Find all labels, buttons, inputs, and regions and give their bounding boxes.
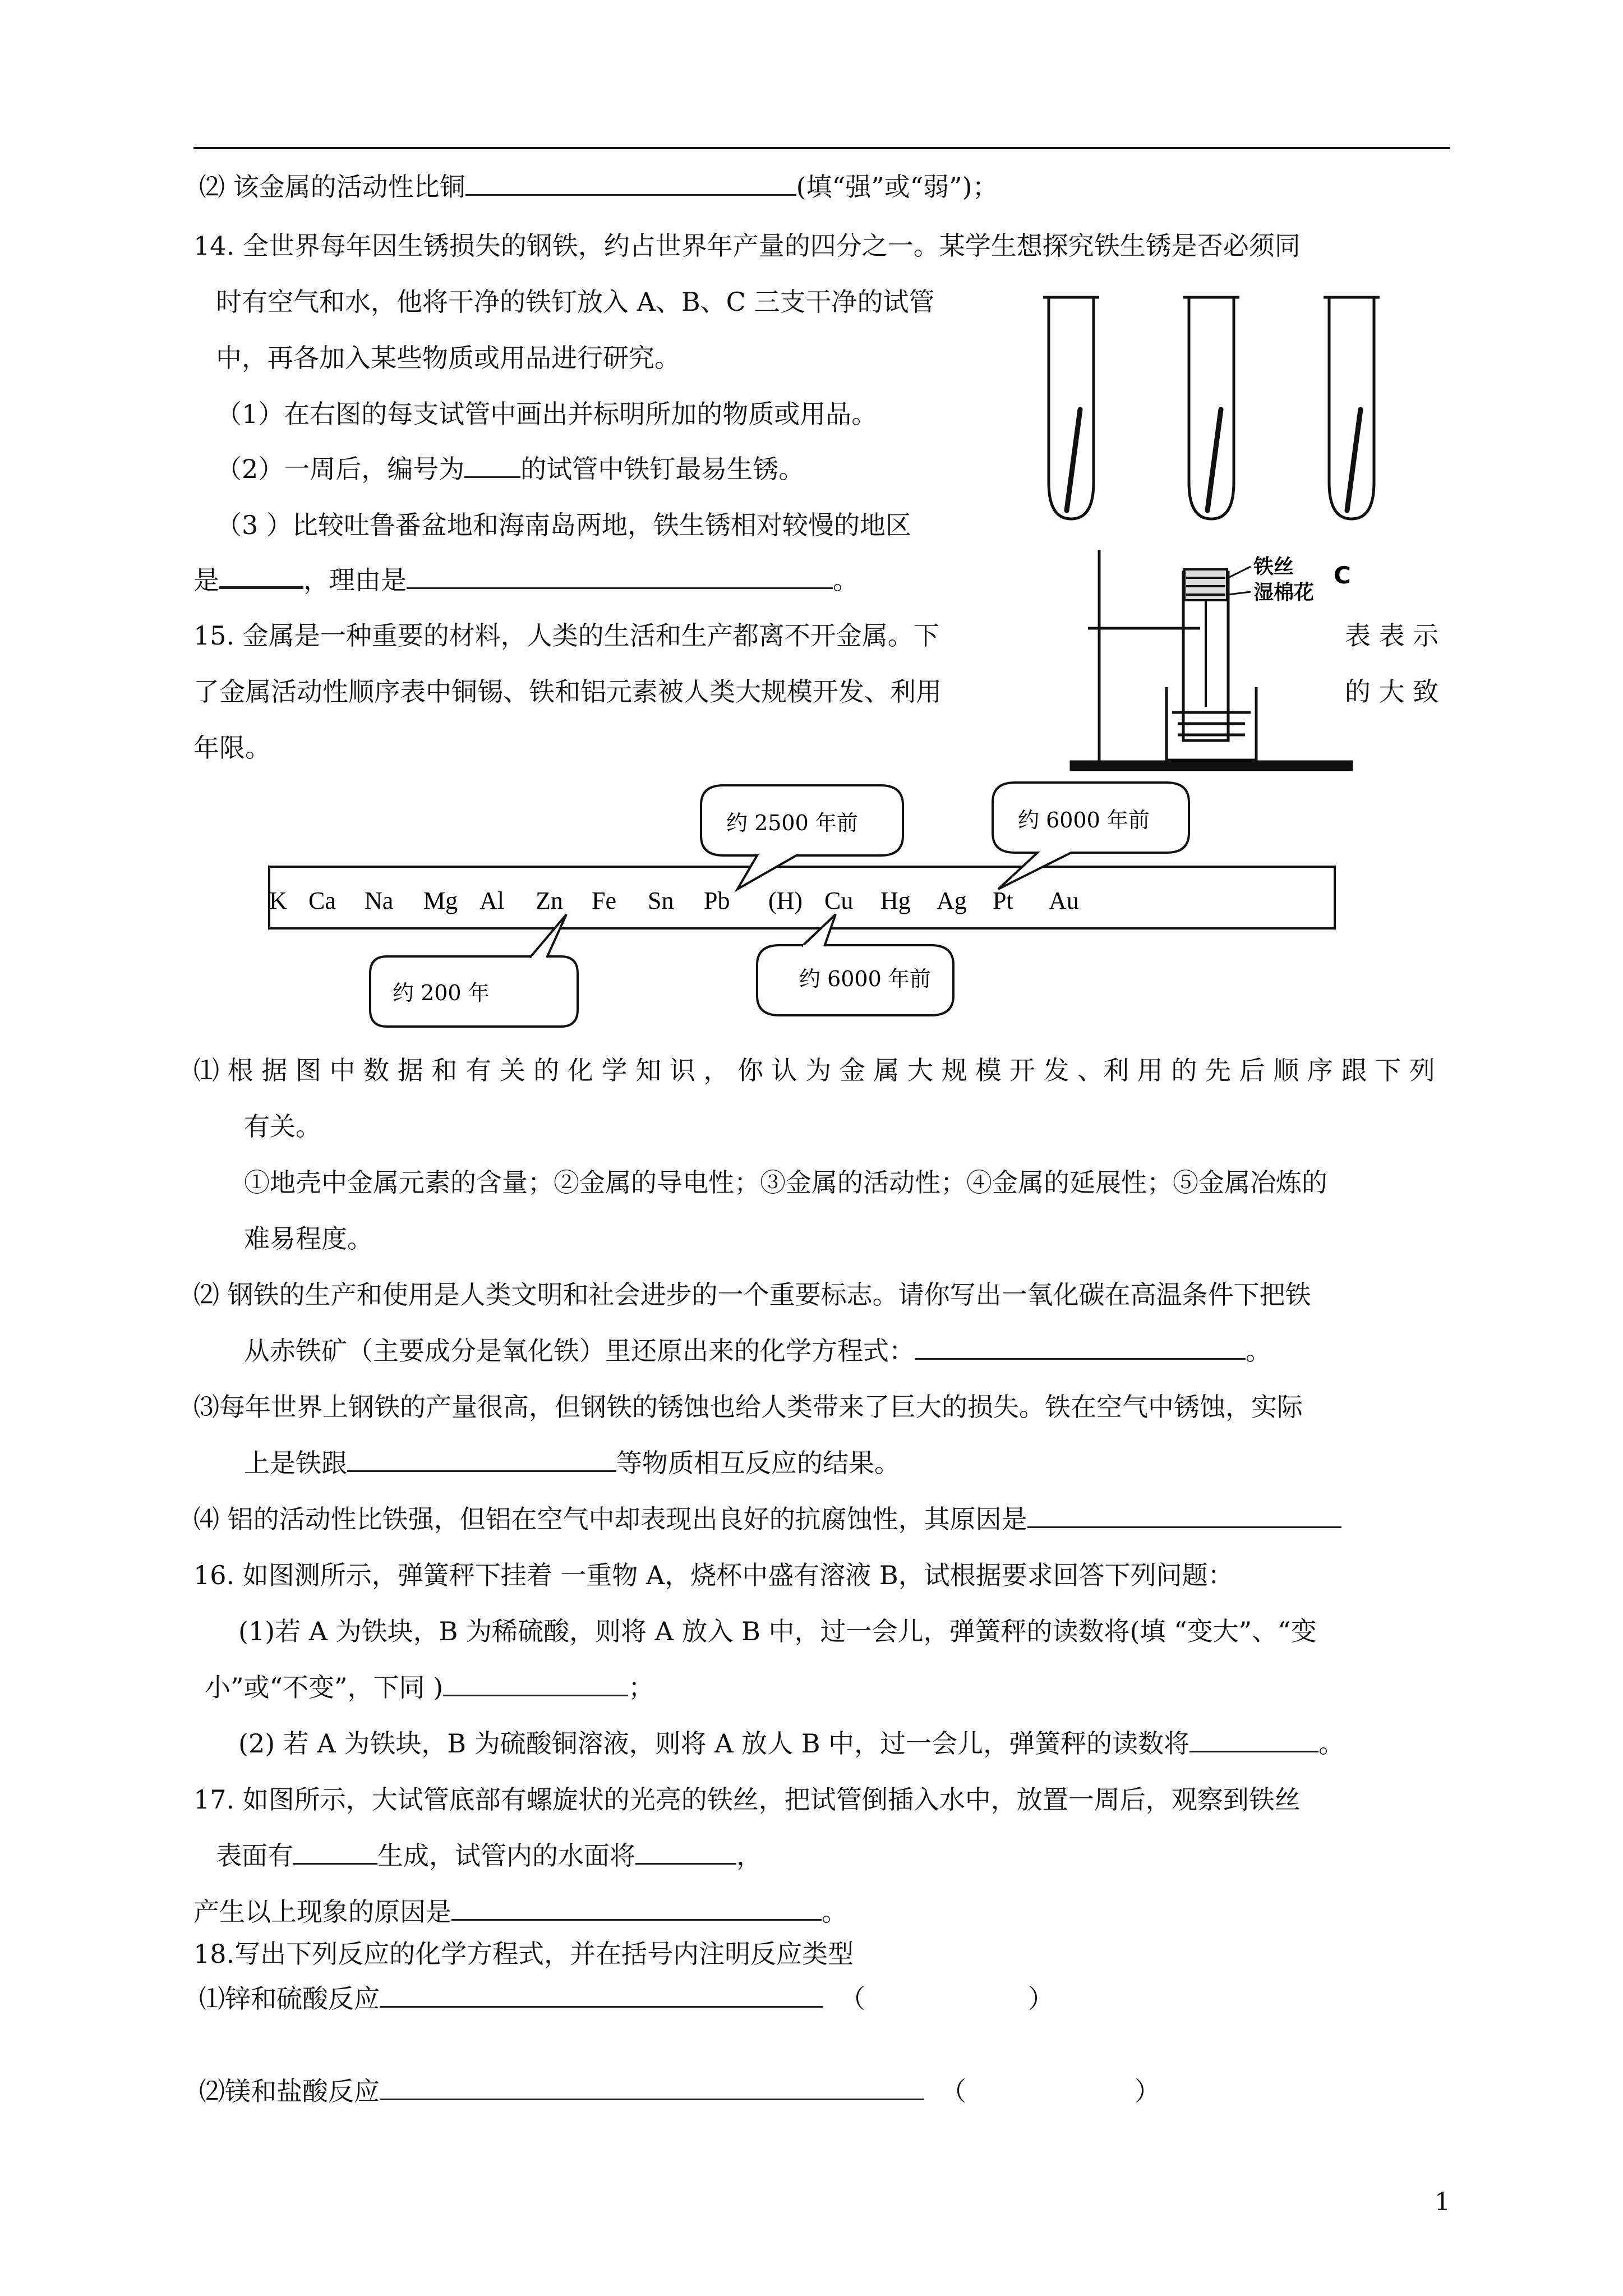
q15-sub2-cont bbox=[244, 1335, 1271, 1366]
q15-intro-line3: 年限。 bbox=[193, 733, 271, 763]
label-c: C bbox=[1334, 562, 1351, 589]
q18-part2-text: ⑵镁和盐酸反应 bbox=[199, 2076, 380, 2106]
metal-symbol: Au bbox=[1049, 887, 1079, 914]
metal-symbol: Fe bbox=[592, 887, 616, 914]
q16-part2 bbox=[238, 1728, 1344, 1759]
metal-symbol: (H) bbox=[768, 887, 803, 914]
q15-sub1: ⑴ 根 据 图 中 数 据 和 有 关 的 化 学 知 识 ， 你 认 为 金 属 大 规 模 开 发 、利 用 的 先 后 顺 序 跟 下 列 bbox=[193, 1055, 1435, 1085]
metal-symbol: Ag bbox=[937, 887, 967, 914]
answer-blank[interactable] bbox=[443, 1672, 628, 1696]
q18-part1 bbox=[199, 1983, 1054, 2014]
metal-symbol: Pt bbox=[993, 887, 1013, 914]
q16-part1: (1)若 A 为铁块，B 为稀硫酸，则将 A 放入 B 中，过一会儿，弹簧秤的读数将(填 “变大”、“变 bbox=[238, 1616, 1317, 1646]
paren-open: （ bbox=[840, 1984, 865, 2014]
answer-blank[interactable] bbox=[293, 1841, 377, 1865]
paren-close: ） bbox=[1028, 1984, 1054, 2014]
q14-part3-prefix: 是 bbox=[193, 565, 219, 595]
q17-part1 bbox=[216, 1840, 762, 1871]
answer-blank[interactable] bbox=[219, 564, 303, 589]
q14-part3-answer bbox=[193, 564, 859, 596]
metal-symbol: Zn bbox=[536, 887, 563, 914]
answer-blank[interactable] bbox=[465, 172, 796, 196]
bubble-6000-bottom-text: 约 6000 年前 bbox=[799, 967, 931, 991]
paren-close: ） bbox=[1135, 2076, 1160, 2106]
metal-symbol: Hg bbox=[880, 887, 911, 914]
q14-intro-line2: 时有空气和水，他将干净的铁钉放入 A、B、C 三支干净的试管 bbox=[216, 287, 935, 317]
q14-part2-tail: 的试管中铁钉最易生锈。 bbox=[520, 454, 805, 484]
q17-reason-label: 产生以上现象的原因是 bbox=[193, 1897, 451, 1927]
bubble-6000-top bbox=[993, 783, 1189, 889]
label-wire: 铁丝 bbox=[1253, 555, 1294, 578]
q14-part3-reason-label: ，理由是 bbox=[303, 565, 407, 595]
q15-sub3-text: 上是铁跟 bbox=[244, 1448, 347, 1478]
q14-part3-tail: 。 bbox=[833, 565, 859, 595]
bubble-200-text: 约 200 年 bbox=[393, 981, 490, 1005]
answer-blank[interactable] bbox=[380, 2076, 924, 2100]
q16-part1-cont bbox=[205, 1672, 654, 1703]
metal-symbol: K bbox=[269, 887, 287, 914]
answer-blank[interactable] bbox=[407, 565, 833, 589]
q18-part1-text: ⑴锌和硫酸反应 bbox=[199, 1984, 380, 2014]
q15-sub3-cont bbox=[244, 1447, 900, 1479]
metal-symbol: Pb bbox=[704, 887, 730, 914]
q18-intro: 18.写出下列反应的化学方程式，并在括号内注明反应类型 bbox=[193, 1939, 854, 1969]
q16-part2-text: (2) 若 A 为铁块，B 为硫酸铜溶液，则将 A 放人 B 中，过一会儿，弹簧秤的读数将 bbox=[238, 1728, 1190, 1759]
q15-intro-line1-left: 15. 金属是一种重要的材料，人类的生活和生产都离不开金属。下 bbox=[193, 620, 939, 651]
q15-sub4-text: ⑷ 铝的活动性比铁强，但铝在空气中却表现出良好的抗腐蚀性，其原因是 bbox=[193, 1504, 1027, 1534]
header-rule bbox=[193, 147, 1450, 149]
q17-reason-tail: 。 bbox=[822, 1897, 847, 1927]
q15-options: ①地壳中金属元素的含量；②金属的导电性；③金属的活动性；④金属的延展性；⑤金属冶炼的 bbox=[244, 1167, 1327, 1198]
answer-blank[interactable] bbox=[915, 1336, 1246, 1360]
iron-rust-apparatus bbox=[1066, 539, 1357, 774]
q15-options-cont: 难易程度。 bbox=[244, 1223, 373, 1254]
q16-part2-tail: 。 bbox=[1318, 1728, 1345, 1759]
q15-intro-line2-left: 了金属活动性顺序表中铜锡、铁和铝元素被人类大规模开发、利用 bbox=[193, 677, 942, 707]
metal-symbol: Sn bbox=[648, 887, 674, 914]
q15-sub1-cont: 有关。 bbox=[244, 1111, 321, 1142]
q17-intro: 17. 如图所示，大试管底部有螺旋状的光亮的铁丝，把试管倒插入水中，放置一周后，观察到铁丝 bbox=[193, 1784, 1301, 1815]
q14-intro-line3: 中，再各加入某些物质或用品进行研究。 bbox=[216, 343, 680, 373]
q15-sub4 bbox=[193, 1503, 1341, 1535]
answer-blank[interactable] bbox=[347, 1448, 616, 1472]
q14-part3: （3 ）比较吐鲁番盆地和海南岛两地，铁生锈相对较慢的地区 bbox=[216, 510, 911, 540]
metal-symbols bbox=[269, 887, 1079, 914]
q14-part2-text: （2）一周后，编号为 bbox=[216, 454, 465, 484]
activity-series-figure bbox=[264, 780, 1352, 1038]
q15-sub3: ⑶每年世界上钢铁的产量很高，但钢铁的锈蚀也给人类带来了巨大的损失。铁在空气中锈蚀，实际 bbox=[193, 1392, 1303, 1422]
metal-symbol: Al bbox=[479, 887, 504, 914]
q13-part2-tail: (填“强”或“弱”)； bbox=[796, 172, 998, 202]
answer-blank[interactable] bbox=[451, 1897, 822, 1921]
bubble-2500 bbox=[701, 785, 903, 889]
q16-part1-text: 小”或“不变”，下同 ) bbox=[205, 1672, 444, 1703]
q15-intro-line1-right: 表 表 示 bbox=[1345, 620, 1439, 651]
test-tubes-figure bbox=[1026, 292, 1430, 527]
q15-intro-line2-right: 的 大 致 bbox=[1345, 677, 1439, 707]
q17-prefix: 表面有 bbox=[216, 1841, 293, 1871]
q18-part2 bbox=[199, 2076, 1160, 2107]
page-number: 1 bbox=[1435, 2188, 1450, 2216]
paren-open: （ bbox=[940, 2076, 966, 2106]
q16-part1-tail: ； bbox=[628, 1672, 654, 1703]
q17-part2 bbox=[193, 1896, 847, 1927]
q14-intro-line1: 14. 全世界每年因生锈损失的钢铁，约占世界年产量的四分之一。某学生想探究铁生锈是否必须同 bbox=[193, 231, 1301, 261]
answer-blank[interactable] bbox=[380, 1984, 823, 2008]
q15-sub2-tail: 。 bbox=[1246, 1336, 1271, 1366]
label-cotton: 湿棉花 bbox=[1253, 581, 1315, 604]
q13-part2 bbox=[199, 171, 998, 203]
q17-middle: 生成，试管内的水面将 bbox=[377, 1841, 635, 1871]
q13-part2-text: ⑵ 该金属的活动性比铜 bbox=[199, 172, 465, 202]
metal-symbol: Ca bbox=[308, 887, 336, 914]
q14-part2 bbox=[216, 453, 804, 485]
metal-symbol: Cu bbox=[824, 887, 854, 914]
q16-intro: 16. 如图测所示，弹簧秤下挂着 一重物 A，烧杯中盛有溶液 B，试根据要求回答下列问题： bbox=[193, 1560, 1234, 1590]
q15-sub3-tail: 等物质相互反应的结果。 bbox=[616, 1448, 900, 1478]
q15-sub2-text: 从赤铁矿（主要成分是氧化铁）里还原出来的化学方程式： bbox=[244, 1336, 915, 1366]
answer-blank[interactable] bbox=[464, 454, 520, 478]
metal-symbol: Na bbox=[365, 887, 394, 914]
bubble-2500-text: 约 2500 年前 bbox=[726, 811, 858, 835]
answer-blank[interactable] bbox=[1189, 1728, 1318, 1752]
q15-sub2: ⑵ 钢铁的生产和使用是人类文明和社会进步的一个重要标志。请你写出一氧化碳在高温条件下把铁 bbox=[193, 1280, 1311, 1310]
q17-tail: ， bbox=[736, 1841, 762, 1871]
metal-symbol: Mg bbox=[423, 887, 458, 914]
answer-blank[interactable] bbox=[1027, 1504, 1341, 1528]
q14-part1: （1）在右图的每支试管中画出并标明所加的物质或用品。 bbox=[216, 399, 878, 429]
answer-blank[interactable] bbox=[635, 1841, 736, 1865]
bubble-6000-top-text: 约 6000 年前 bbox=[1018, 808, 1150, 832]
